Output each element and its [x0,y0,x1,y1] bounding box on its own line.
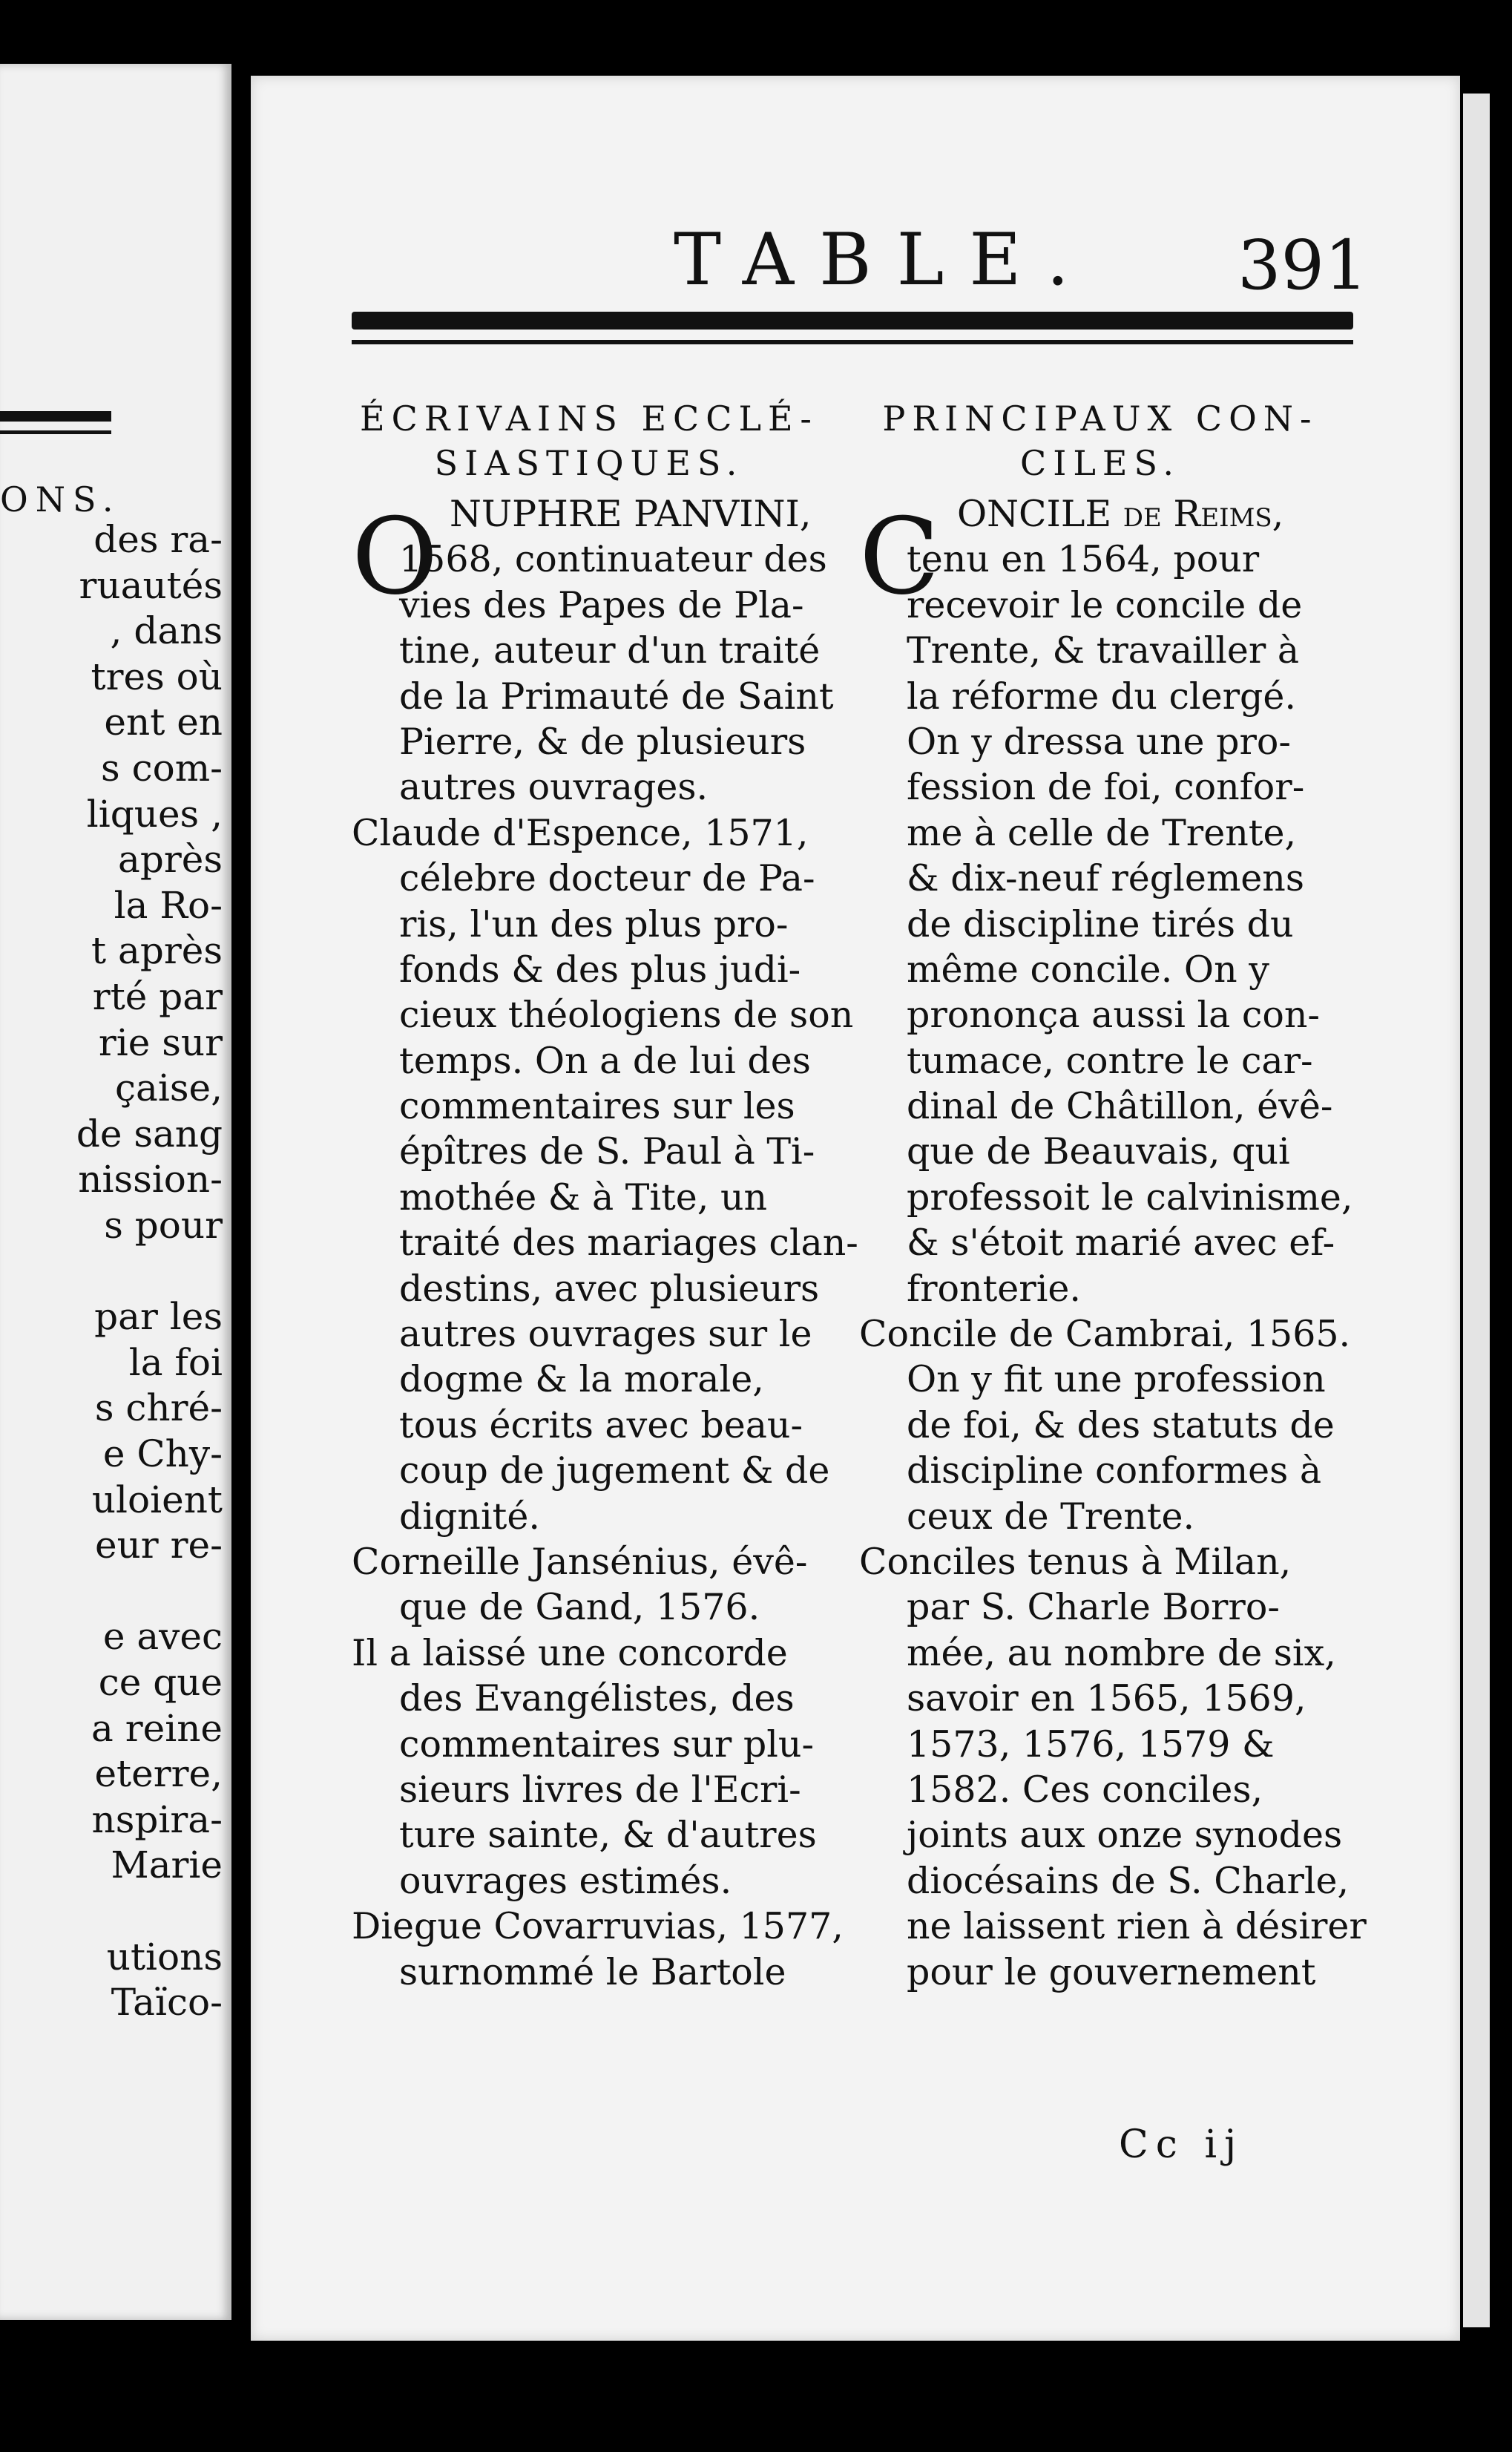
text-line: coup de jugement & de [399,1449,830,1492]
text-line: diocésains de S. Charle, [907,1859,1350,1902]
page-edge [1463,94,1490,2327]
text-line: Diegue Covarruvias, 1577, [352,1905,844,1948]
fragment-line: de sang [76,1112,223,1155]
text-line: célebre docteur de Pa- [399,857,815,900]
text-line: de la Primauté de Saint [399,675,834,718]
text-line: Il a laissé une concorde [352,1631,788,1674]
text-line: savoir en 1565, 1569, [907,1677,1306,1720]
fragment-line: e avec [102,1615,223,1659]
text-line: temps. On a de lui des [399,1039,811,1082]
text-line: épîtres de S. Paul à Ti- [399,1130,815,1173]
page [251,76,1460,2341]
text-line: Trente, & travailler à [907,629,1300,672]
text-line: ris, l'un des plus pro- [399,902,789,945]
fragment-line: utions [106,1935,223,1979]
text-line: fonds & des plus judi- [399,948,801,991]
text-line: dinal de Châtillon, évê- [907,1085,1333,1128]
text-line: autres ouvrages sur le [399,1313,812,1356]
heading-line: PRINCIPAUX CON- [882,399,1318,439]
text-line: Concile de Cambrai, 1565. [859,1313,1351,1356]
text-line: tine, auteur d'un traité [399,629,821,672]
column-heading [352,396,826,485]
running-title: TABLE. [674,218,1094,301]
text-line: ture sainte, & d'autres [399,1814,817,1857]
previous-page-heading: ONS. [0,479,121,519]
text-line: ouvrages estimés. [399,1859,732,1902]
text-line: Corneille Jansénius, évê- [352,1540,808,1583]
fragment-line: des ra- [93,518,223,561]
fragment-line: nission- [78,1158,223,1202]
text-line: prononça aussi la con- [907,994,1320,1037]
text-line: mée, au nombre de six, [907,1631,1336,1674]
fragment-line: eterre, [94,1752,223,1796]
text-line: commentaires sur plu- [399,1722,815,1766]
text-line: recevoir le concile de [907,583,1303,626]
text-line: ne laissent rien à désirer [907,1905,1367,1948]
text-line: même concile. On y [907,948,1269,991]
fragment-line: après [118,838,223,882]
fragment-line: a reine [91,1706,223,1750]
drop-cap: O [352,496,438,618]
text-line: cieux théologiens de son [399,994,854,1037]
text-line: & dix-neuf réglemens [907,857,1305,900]
fragment-line: par les [94,1295,223,1339]
fragment-line: Taïco- [111,1981,223,2025]
fragment-line: la foi [128,1340,223,1384]
header-rule-thin [352,340,1353,344]
heading-line: SIASTIQUES. [434,443,744,483]
text-line: On y fit une profession [907,1358,1326,1401]
text-line: sieurs livres de l'Ecri- [399,1768,801,1811]
text-line: par S. Charle Borro- [907,1586,1280,1629]
drop-cap: C [859,496,940,618]
fragment-line: çaise, [115,1066,223,1110]
text-line: & s'étoit marié avec ef- [907,1222,1335,1265]
text-line: On y dressa une pro- [907,720,1291,763]
fragment-line: s com- [101,747,223,790]
text-line: Claude d'Espence, 1571, [352,811,809,854]
text-line: que de Gand, 1576. [399,1586,760,1629]
text-line: me à celle de Trente, [907,811,1297,854]
heading-line: CILES. [1020,443,1180,483]
previous-page-rule-thin [0,430,111,434]
text-line: fession de foi, confor- [907,766,1305,809]
fragment-line: ce que [98,1661,223,1704]
text-line: tumace, contre le car- [907,1039,1313,1082]
text-line: des Evangélistes, des [399,1677,795,1720]
text-line: dogme & la morale, [399,1358,764,1401]
fragment-line: la Ro- [114,883,223,927]
text-line: 1573, 1576, 1579 & [907,1722,1275,1766]
text-line: 1582. Ces conciles, [907,1768,1263,1811]
column-heading [859,396,1341,485]
text-line: autres ouvrages. [399,766,709,809]
fragment-line: ent en [104,701,223,744]
text-line: traité des mariages clan- [399,1222,858,1265]
text-line: ceux de Trente. [907,1495,1195,1538]
heading-line: ÉCRIVAINS ECCLÉ- [360,399,818,439]
fragment-line: , dans [110,609,223,653]
text-line: la réforme du clergé. [907,675,1296,718]
fragment-line: Marie [111,1843,223,1887]
text-line: professoit le calvinisme, [907,1176,1353,1219]
text-line: NUPHRE PANVINI, [450,493,812,535]
text-line: 1568, continuateur des [399,538,827,581]
text-line: tous écrits avec beau- [399,1403,803,1446]
text-line: fronterie. [907,1267,1081,1310]
text-line: dignité. [399,1495,540,1538]
fragment-line: rie sur [98,1020,223,1064]
text-line: surnommé le Bartole [399,1950,786,1993]
fragment-line: s chré- [94,1386,223,1430]
fragment-line: tres où [91,655,223,698]
text-line: joints aux onze synodes [907,1814,1343,1857]
text-line: Conciles tenus à Milan, [859,1540,1292,1583]
fragment-line: eur re- [95,1524,223,1567]
header-rule [352,312,1353,330]
previous-page-fragment [0,64,231,2320]
text-line: de discipline tirés du [907,902,1294,945]
signature-mark: Cc ij [1119,2122,1244,2167]
text-line: de foi, & des statuts de [907,1403,1335,1446]
text-line: discipline conformes à [907,1449,1322,1492]
fragment-line: t après [91,929,223,973]
fragment-line: nspira- [91,1797,223,1841]
previous-page-rule [0,411,111,422]
text-line: mothée & à Tite, un [399,1176,768,1219]
page-number: 391 [1237,226,1368,305]
fragment-line: e Chy- [102,1432,223,1475]
fragment-line: uloient [91,1478,223,1521]
fragment-line: s pour [104,1204,223,1247]
text-line: Pierre, & de plusieurs [399,720,806,763]
text-line: ONCILE de Reims, [957,493,1284,535]
text-line: vies des Papes de Pla- [399,583,804,626]
text-line: tenu en 1564, pour [907,538,1260,581]
entries-list [859,491,1367,1995]
fragment-line: liques , [86,792,223,836]
text-line: destins, avec plusieurs [399,1267,820,1310]
text-line: commentaires sur les [399,1085,795,1128]
text-line: que de Beauvais, qui [907,1130,1290,1173]
entries-list [352,491,858,1995]
text-line: pour le gouvernement [907,1950,1316,1993]
fragment-line: rté par [92,975,223,1018]
fragment-line: ruautés [79,563,223,607]
